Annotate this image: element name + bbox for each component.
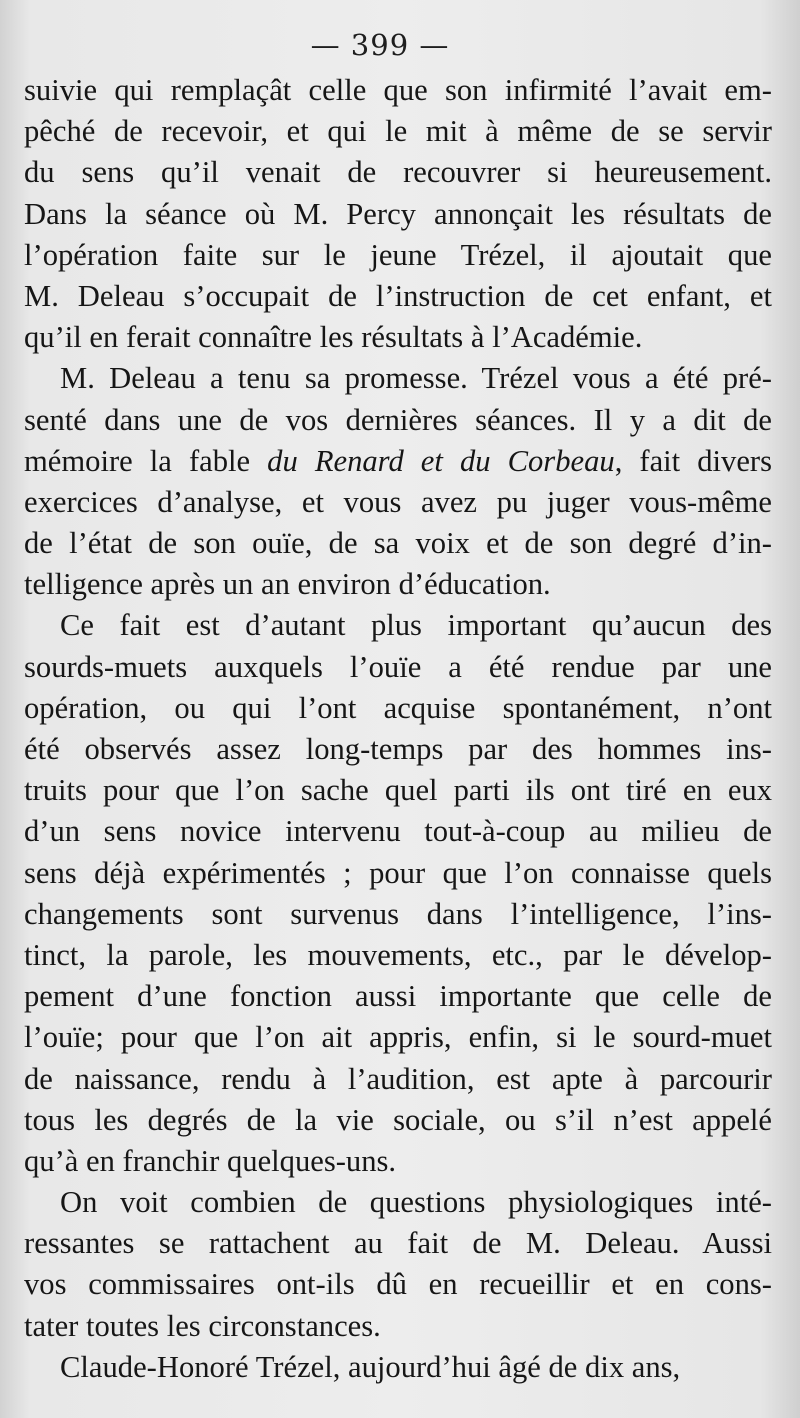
text-line: de l’état de son ouïe, de sa voix et de son degré d’in- [24, 526, 772, 561]
paragraph [24, 1347, 772, 1388]
text-line: tous les degrés de la vie sociale, ou s’il n’est appelé [24, 1102, 772, 1137]
text-line: Ce fait est d’autant plus important qu’aucun des [60, 608, 772, 643]
text-line: truits pour que l’on sache quel parti ils ont tiré en eux [24, 773, 772, 808]
text-line: l’opération faite sur le jeune Trézel, il ajoutait que [24, 237, 772, 272]
text-line: mémoire la fable du Renard et du Corbeau, fait divers [24, 443, 772, 478]
text-line: pement d’une fonction aussi importante que celle de [24, 979, 772, 1014]
text-line: qu’à en franchir quelques-uns. [24, 1143, 397, 1178]
text-line: l’ouïe; pour que l’on ait appris, enfin, si le sourd-muet [24, 1020, 772, 1055]
text-line: sens déjà expérimentés ; pour que l’on connaisse quels [24, 855, 772, 890]
text-line: Claude-Honoré Trézel, aujourd’hui âgé de dix ans, [60, 1349, 681, 1384]
text-line: M. Deleau s’occupait de l’instruction de cet enfant, et [24, 278, 772, 313]
text-line: opération, ou qui l’ont acquise spontanément, n’ont [24, 690, 772, 725]
paragraph [24, 1182, 772, 1347]
paragraph [24, 358, 772, 605]
text-line: été observés assez long-temps par des hommes ins- [24, 732, 772, 766]
text-line: pêché de recevoir, et qui le mit à même de se servir [24, 114, 772, 149]
paragraph [24, 70, 772, 358]
text-line: tater toutes les circonstances. [24, 1308, 381, 1343]
text-line: exercices d’analyse, et vous avez pu juger vous-même [24, 484, 772, 519]
text-line: de naissance, rendu à l’audition, est apte à parcourir [24, 1061, 772, 1096]
text-line: suivie qui remplaçât celle que son infirmité l’avait em- [24, 73, 772, 107]
text-line: M. Deleau a tenu sa promesse. Trézel vous a été pré- [60, 361, 772, 396]
text-line: du sens qu’il venait de recouvrer si heureusement. [24, 155, 772, 190]
text-line: ressantes se rattachent au fait de M. Deleau. Aussi [24, 1226, 772, 1261]
body-text [24, 70, 772, 1388]
text-line: On voit combien de questions physiologiques inté- [60, 1185, 772, 1220]
text-line: d’un sens novice intervenu tout-à-coup au milieu de [24, 814, 772, 849]
text-line: Dans la séance où M. Percy annonçait les résultats de [24, 196, 772, 231]
text-line: qu’il en ferait connaître les résultats à l’Académie. [24, 320, 643, 355]
page-number: — 399 — [310, 28, 450, 62]
text-line: senté dans une de vos dernières séances. Il y a dit de [24, 402, 772, 437]
text-line: tinct, la parole, les mouvements, etc., par le dévelop- [24, 937, 772, 972]
text-line: vos commissaires ont-ils dû en recueillir et en cons- [24, 1267, 772, 1302]
text-line: sourds-muets auxquels l’ouïe a été rendue par une [24, 649, 772, 684]
text-line: changements sont survenus dans l’intelligence, l’ins- [24, 896, 772, 931]
paragraph [24, 605, 772, 1182]
text-line: telligence après un an environ d’éducation. [24, 567, 551, 602]
fable-title: du Renard et du Corbeau [267, 443, 615, 478]
